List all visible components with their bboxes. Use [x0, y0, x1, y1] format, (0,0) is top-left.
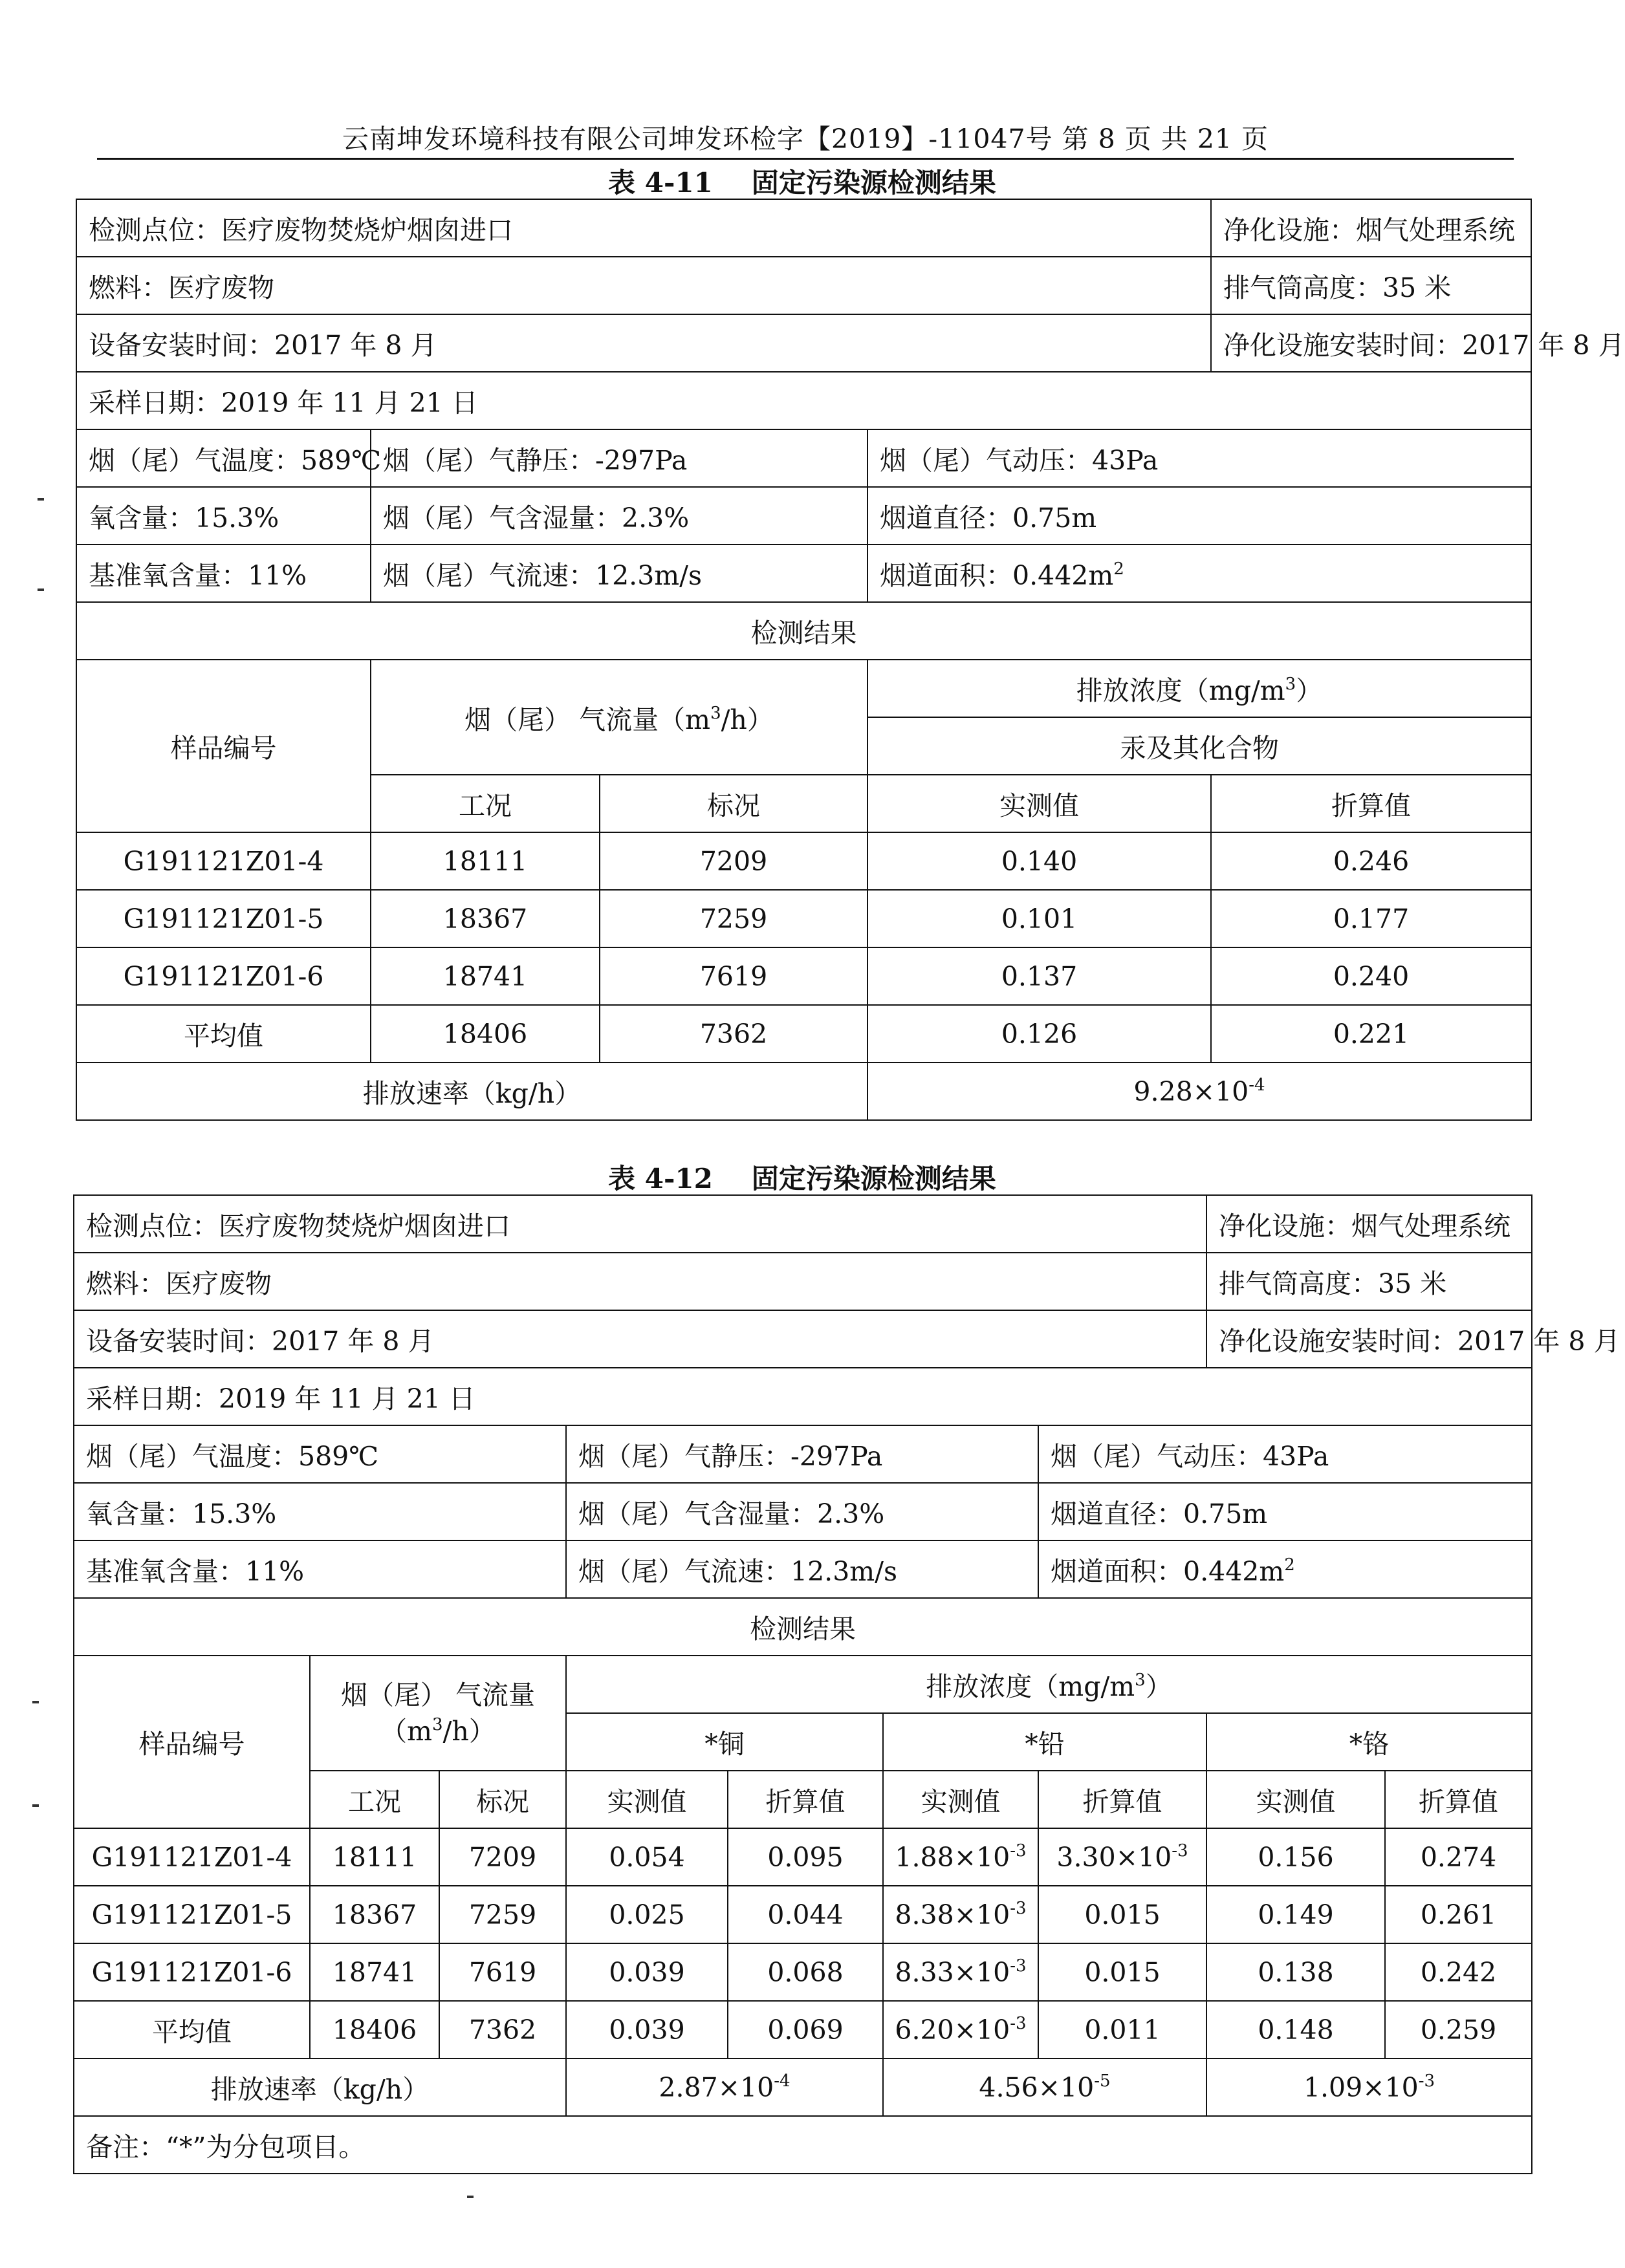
table2-cr-converted: 0.242 [1385, 1943, 1532, 2001]
table2-sample-no-header: 样品编号 [74, 1656, 310, 1828]
table1-dynamic-pressure: 烟（尾）气动压：43Pa [867, 429, 1531, 487]
table2-static-pressure: 烟（尾）气静压：-297Pa [566, 1425, 1038, 1483]
table2-sample-id: G191121Z01-4 [74, 1828, 310, 1886]
table2-moisture: 烟（尾）气含湿量：2.3% [566, 1483, 1038, 1540]
table2-results-title-row [74, 1598, 1532, 1656]
table2-info-row [74, 1540, 1532, 1598]
table2-pb-converted: 0.015 [1038, 1943, 1206, 2001]
table2-info-row [74, 1425, 1532, 1483]
table1-sample-no-header: 样品编号 [76, 660, 371, 832]
table2-sample-id: G191121Z01-5 [74, 1886, 310, 1943]
table1-info-row [76, 199, 1531, 257]
table1-rate-row [76, 1063, 1531, 1120]
table-row [74, 1828, 1532, 1886]
table2-std-flow: 7259 [439, 1886, 566, 1943]
table2-conc-header: 排放浓度$(mg/m^3)$ [566, 1656, 1532, 1713]
table-row [76, 947, 1531, 1005]
table2-cu-measured: 0.039 [566, 2001, 728, 2058]
scan-mark [32, 1804, 39, 1807]
table1-converted: 0.246 [1211, 832, 1531, 890]
scan-mark [32, 1701, 39, 1703]
table1-rate-value: $9.28\times 10^{-4}$ [867, 1063, 1531, 1120]
table1-std-flow: 7259 [600, 890, 867, 947]
table1-average-label: 平均值 [76, 1005, 371, 1063]
table2-pb-converted: $3.30\times 10^{-3}$ [1038, 1828, 1206, 1886]
table1-temp: 烟（尾）气温度：589℃ [76, 429, 371, 487]
table-row [74, 2001, 1532, 2058]
table1-conc-header: 排放浓度$(mg/m^3)$ [867, 660, 1531, 717]
table2-cu-converted: 0.069 [728, 2001, 883, 2058]
table1-rate-label: 排放速率（kg/h） [76, 1063, 867, 1120]
table2-std-flow: 7362 [439, 2001, 566, 2058]
table2-purifier: 净化设施：烟气处理系统 [1206, 1195, 1532, 1253]
table1-std-flow: 7619 [600, 947, 867, 1005]
table1-results-title-row [76, 602, 1531, 660]
table2-sample-date: 采样日期：2019 年 11 月 21 日 [74, 1368, 1532, 1425]
table-row [76, 1005, 1531, 1063]
table1-converted: 0.177 [1211, 890, 1531, 947]
table-row [76, 890, 1531, 947]
table1-converted: 0.240 [1211, 947, 1531, 1005]
table1-sample-id: G191121Z01-4 [76, 832, 371, 890]
table2-cu-measured: 0.025 [566, 1886, 728, 1943]
table2-duct-area: 烟道面积：$0.442m^2$ [1038, 1540, 1532, 1598]
table2-oxygen: 氧含量：15.3% [74, 1483, 566, 1540]
table2-cu-measured: 0.054 [566, 1828, 728, 1886]
table2-std-flow: 7209 [439, 1828, 566, 1886]
table1-work-flow: 18367 [371, 890, 600, 947]
table2-caption-number: 表 4-12 [608, 1163, 713, 1194]
table1-std-header: 标况 [600, 775, 867, 832]
table2-pb-measured: $8.33\times 10^{-3}$ [883, 1943, 1038, 2001]
table2-results-title: 检测结果 [74, 1598, 1532, 1656]
table2-rate-row [74, 2058, 1532, 2116]
table1-oxygen: 氧含量：15.3% [76, 487, 371, 545]
table2-stack-height: 排气筒高度：35 米 [1206, 1253, 1532, 1310]
table2-average-label: 平均值 [74, 2001, 310, 2058]
table1-measured: 0.140 [867, 832, 1211, 890]
table1-static-pressure: 烟（尾）气静压：-297Pa [371, 429, 867, 487]
table2-velocity: 烟（尾）气流速：12.3m/s [566, 1540, 1038, 1598]
table2-rate-label: 排放速率（kg/h） [74, 2058, 566, 2116]
table2-rate-chromium: $1.09\times 10^{-3}$ [1206, 2058, 1532, 2116]
table1-work-flow: 18406 [371, 1005, 600, 1063]
table1-duct-diameter: 烟道直径：0.75m [867, 487, 1531, 545]
table1-point: 检测点位：医疗废物焚烧炉烟囱进口 [76, 199, 1211, 257]
table2-info-row [74, 1195, 1532, 1253]
table2-cu-measured-header: 实测值 [566, 1771, 728, 1828]
table2-cu-converted: 0.068 [728, 1943, 883, 2001]
table2-cr-converted: 0.274 [1385, 1828, 1532, 1886]
table2-caption [0, 1158, 1604, 1196]
table1-pollutant-header: 汞及其化合物 [867, 717, 1531, 775]
table2-pb-measured: $8.38\times 10^{-3}$ [883, 1886, 1038, 1943]
table-row [76, 832, 1531, 890]
scan-mark [38, 589, 44, 591]
table2-cr-measured: 0.149 [1206, 1886, 1385, 1943]
table1-moisture: 烟（尾）气含湿量：2.3% [371, 487, 867, 545]
table2-cu-measured: 0.039 [566, 1943, 728, 2001]
table2-info-row [74, 1368, 1532, 1425]
table2-pb-converted-header: 折算值 [1038, 1771, 1206, 1828]
table1-purifier: 净化设施：烟气处理系统 [1211, 199, 1531, 257]
table2-note-row [74, 2116, 1532, 2174]
table2-flow-header: 烟（尾） 气流量 $(m^3/h)$ [310, 1656, 566, 1771]
table2-std-header: 标况 [439, 1771, 566, 1828]
table2-temp: 烟（尾）气温度：589℃ [74, 1425, 566, 1483]
table2-dynamic-pressure: 烟（尾）气动压：43Pa [1038, 1425, 1532, 1483]
table2-cr-measured: 0.138 [1206, 1943, 1385, 2001]
table2-cu-converted: 0.095 [728, 1828, 883, 1886]
table1-converted: 0.221 [1211, 1005, 1531, 1063]
table1-info-row [76, 545, 1531, 602]
table2-fuel: 燃料：医疗废物 [74, 1253, 1206, 1310]
table1-flow-header: 烟（尾） 气流量$(m^3/h)$ [371, 660, 867, 775]
table1 [76, 199, 1625, 1121]
scan-mark [467, 2196, 474, 2198]
table1-measured: 0.126 [867, 1005, 1211, 1063]
table1-velocity: 烟（尾）气流速：12.3m/s [371, 545, 867, 602]
table1-fuel: 燃料：医疗废物 [76, 257, 1211, 314]
table2 [73, 1194, 1620, 2174]
table2-pb-measured-header: 实测值 [883, 1771, 1038, 1828]
table2-work-header: 工况 [310, 1771, 439, 1828]
page-header: 云南坤发环境科技有限公司坤发环检字【2019】-11047号 第 8 页 共 21 页 [342, 124, 1269, 155]
table-row [74, 1886, 1532, 1943]
table1-work-header: 工况 [371, 775, 600, 832]
scan-mark [38, 498, 44, 501]
table2-header-row [74, 1656, 1532, 1713]
table2-pb-converted: 0.015 [1038, 1886, 1206, 1943]
table1-caption-title: 固定污染源检测结果 [751, 167, 996, 199]
table1-results-title: 检测结果 [76, 602, 1531, 660]
table1-info-row [76, 487, 1531, 545]
table2-info-row [74, 1483, 1532, 1540]
table1-purifier-install: 净化设施安装时间：2017 年 8 月 [1211, 314, 1531, 372]
table2-cr-measured: 0.148 [1206, 2001, 1385, 2058]
table1-work-flow: 18111 [371, 832, 600, 890]
table1-caption-number: 表 4-11 [608, 167, 713, 199]
table2-lead-header: *铅 [883, 1713, 1206, 1771]
table2-info-row [74, 1253, 1532, 1310]
table1-stack-height: 排气筒高度：35 米 [1211, 257, 1531, 314]
table2-cu-converted: 0.044 [728, 1886, 883, 1943]
table1-info-row [76, 429, 1531, 487]
table1-measured-header: 实测值 [867, 775, 1211, 832]
table2-cr-measured-header: 实测值 [1206, 1771, 1385, 1828]
table2-copper-header: *铜 [566, 1713, 883, 1771]
table2-work-flow: 18741 [310, 1943, 439, 2001]
table1-sample-id: G191121Z01-5 [76, 890, 371, 947]
table1-install-time: 设备安装时间：2017 年 8 月 [76, 314, 1211, 372]
table1-info-row [76, 257, 1531, 314]
table2-cu-converted-header: 折算值 [728, 1771, 883, 1828]
table1-header-row [76, 660, 1531, 717]
table2-rate-lead: $4.56\times 10^{-5}$ [883, 2058, 1206, 2116]
table2-work-flow: 18406 [310, 2001, 439, 2058]
table2-pb-measured: $1.88\times 10^{-3}$ [883, 1828, 1038, 1886]
table2-work-flow: 18367 [310, 1886, 439, 1943]
table1-work-flow: 18741 [371, 947, 600, 1005]
table2-note: 备注：“*”为分包项目。 [74, 2116, 1532, 2174]
table2-std-flow: 7619 [439, 1943, 566, 2001]
table1-info-row [76, 372, 1531, 429]
table2-work-flow: 18111 [310, 1828, 439, 1886]
table2-caption-title: 固定污染源检测结果 [751, 1163, 996, 1194]
table2-rate-copper: $2.87\times 10^{-4}$ [566, 2058, 883, 2116]
table2-purifier-install: 净化设施安装时间：2017 年 8 月 [1206, 1310, 1532, 1368]
table1-std-flow: 7209 [600, 832, 867, 890]
table1-caption [0, 162, 1604, 200]
table2-duct-diameter: 烟道直径：0.75m [1038, 1483, 1532, 1540]
table1-measured: 0.101 [867, 890, 1211, 947]
table1-ref-oxygen: 基准氧含量：11% [76, 545, 371, 602]
table2-info-row [74, 1310, 1532, 1368]
table2-sample-id: G191121Z01-6 [74, 1943, 310, 2001]
table1-converted-header: 折算值 [1211, 775, 1531, 832]
table2-cr-converted-header: 折算值 [1385, 1771, 1532, 1828]
table1-std-flow: 7362 [600, 1005, 867, 1063]
table1-info-row [76, 314, 1531, 372]
table2-cr-converted: 0.261 [1385, 1886, 1532, 1943]
table2-pb-converted: 0.011 [1038, 2001, 1206, 2058]
table2-install-time: 设备安装时间：2017 年 8 月 [74, 1310, 1206, 1368]
table-row [74, 1943, 1532, 2001]
table2-cr-measured: 0.156 [1206, 1828, 1385, 1886]
table2-pb-measured: $6.20\times 10^{-3}$ [883, 2001, 1038, 2058]
table2-chromium-header: *铬 [1206, 1713, 1532, 1771]
table2-point: 检测点位：医疗废物焚烧炉烟囱进口 [74, 1195, 1206, 1253]
table2-cr-converted: 0.259 [1385, 2001, 1532, 2058]
header-rule [97, 158, 1514, 160]
table1-measured: 0.137 [867, 947, 1211, 1005]
table1-duct-area: 烟道面积：$0.442m^2$ [867, 545, 1531, 602]
table1-sample-date: 采样日期：2019 年 11 月 21 日 [76, 372, 1531, 429]
table1-sample-id: G191121Z01-6 [76, 947, 371, 1005]
table2-ref-oxygen: 基准氧含量：11% [74, 1540, 566, 1598]
